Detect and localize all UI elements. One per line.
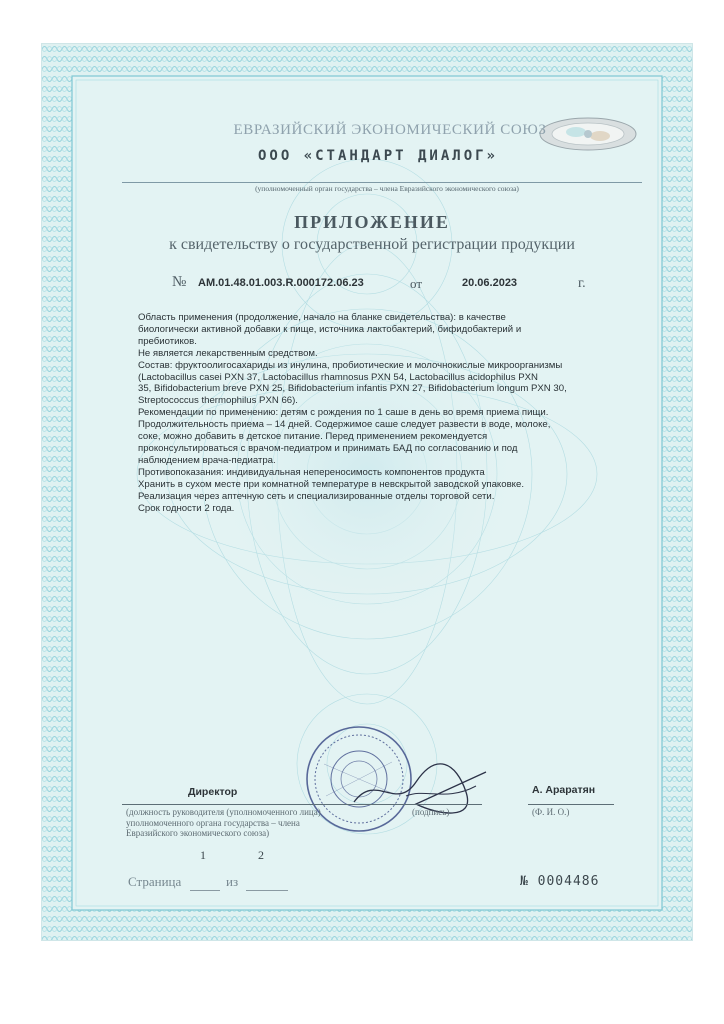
body-line: Не является лекарственным средством. bbox=[138, 347, 318, 359]
organization-name: ООО «СТАНДАРТ ДИАЛОГ» bbox=[257, 148, 498, 164]
body-line: 35, Bifidobacterium breve PXN 25, Bifidobacterium infantis PXN 27, Bifidobacterium longum PXN 30, bbox=[138, 383, 567, 395]
name-line bbox=[528, 804, 614, 805]
authority-note: (уполномоченный орган государства – члена Евразийского экономического союза) bbox=[255, 184, 519, 193]
from-word: от bbox=[410, 276, 423, 291]
body-line: Реализация через аптечную сеть и специализированные отделы торговой сети. bbox=[138, 490, 495, 502]
page-current-line bbox=[190, 890, 220, 891]
page-of-word: из bbox=[226, 874, 239, 889]
body-line: Срок годности 2 года. bbox=[138, 502, 235, 514]
body-line: проконсультироваться с врачом-педиатром и принимать БАД по согласованию и под bbox=[138, 442, 518, 454]
signatory-name: А. Араратян bbox=[532, 784, 596, 796]
body-line: соке, можно добавить в детское питание. Перед применением рекомендуется bbox=[138, 431, 488, 443]
page-total: 2 bbox=[258, 848, 264, 862]
body-line: Противопоказания: индивидуальная непереносимость компонентов продукта bbox=[138, 466, 485, 478]
serial-number: № 0004486 bbox=[520, 874, 600, 889]
signatory-position: Директор bbox=[188, 786, 238, 798]
page-total-line bbox=[246, 890, 288, 891]
body-line: Рекомендации по применению: детям с рождения по 1 саше в день во время приема пищи. bbox=[138, 407, 549, 419]
body-line: Область применения (продолжение, начало на бланке свидетельства): в качестве bbox=[138, 312, 506, 323]
body-line: (Lactobacillus casei PXN 37, Lactobacillus rhamnosus PXN 54, Lactobacillus acidophilus PXN bbox=[138, 371, 538, 383]
certificate-sheet bbox=[42, 44, 692, 940]
certificate-date: 20.06.2023 bbox=[462, 277, 518, 289]
page-label: Страница bbox=[128, 874, 182, 889]
year-suffix: г. bbox=[578, 276, 586, 291]
position-caption: (должность руководителя (уполномоченного лица) уполномоченного органа государства – члена Евразийского экономического союза) bbox=[126, 807, 321, 838]
certificate-content bbox=[42, 44, 692, 940]
body-line: биологически активной добавки к пище, источника лактобактерий, бифидобактерий и bbox=[138, 323, 522, 335]
product-description bbox=[138, 312, 608, 514]
signature-line bbox=[122, 804, 482, 805]
number-sign: № bbox=[172, 274, 187, 290]
signature-caption: (подпись) bbox=[412, 807, 450, 817]
certificate-number: AM.01.48.01.003.R.000172.06.23 bbox=[198, 277, 364, 289]
page-current: 1 bbox=[200, 848, 206, 862]
header-rule bbox=[122, 182, 642, 183]
body-line: Состав: фруктоолигосахариды из инулина, пробиотические и молочнокислые микроорганизмы bbox=[138, 359, 563, 371]
body-line: Хранить в сухом месте при комнатной температуре в невскрытой заводской упаковке. bbox=[138, 478, 524, 490]
body-line: пребиотиков. bbox=[138, 335, 197, 347]
body-line: Продолжительность приема – 14 дней. Содержимое саше следует развести в воде, молоке, bbox=[138, 419, 551, 431]
body-line: наблюдением врача-педиатра. bbox=[138, 454, 276, 466]
document-title: ПРИЛОЖЕНИЕ bbox=[294, 212, 450, 232]
body-line: Streptococcus thermophilus PXN 66). bbox=[138, 395, 298, 407]
name-caption: (Ф. И. О.) bbox=[532, 807, 570, 817]
document-subtitle: к свидетельству о государственной регистрации продукции bbox=[169, 236, 575, 253]
union-heading: ЕВРАЗИЙСКИЙ ЭКОНОМИЧЕСКИЙ СОЮЗ bbox=[233, 122, 547, 138]
